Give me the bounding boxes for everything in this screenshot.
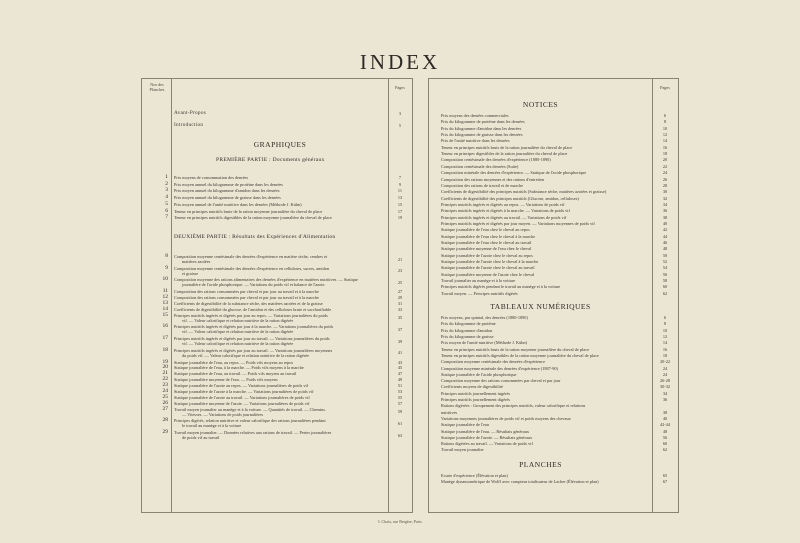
table-title: Statique journalière de l'acide phosphorique [441, 371, 517, 377]
plate-title: Prix moyen annuel du kilogramme d'amidon dans les denrées [174, 188, 280, 194]
notice-title: Composition des rations moyennes et des rations d'entretien [441, 176, 545, 182]
notice-title: Teneur en principes digestibles de la ration journalière du cheval de place [441, 151, 568, 157]
notice-page: 52 [662, 259, 668, 265]
plate-page: 33 [397, 306, 403, 312]
intro-page: 5 [398, 123, 402, 128]
plate-title: Prix moyen annuel du kilogramme de graisse dans les denrées [174, 195, 281, 201]
plate-number: 1 [165, 174, 168, 180]
table-title: Teneur en principes nutritifs bruts de la ration moyenne journalière du cheval de place [441, 346, 590, 352]
plate-page: 15 [397, 201, 403, 207]
plate-title: Ecurie d'expérience (Élévation et plan) [441, 472, 508, 478]
notice-page: 44 [662, 233, 668, 239]
table-title: Teneur en principes nutritifs digestibles de la ration moyenne journalière du cheval de place [441, 352, 599, 358]
plate-title-continued: vif. — Valeur calorifique et relation nutritive de la ration digérée [182, 317, 294, 323]
page-title: INDEX [359, 50, 441, 74]
plate-title: Teneur en principes nutritifs digestibles de la ration moyenne journalière du cheval de place [174, 215, 332, 221]
plate-title-continued: journalière de l'acide phosphorique. — Variations du poids vif et balance de l'azote. [182, 282, 326, 288]
plate-title: Principes nutritifs ingérés et digérés par jour au travail. — Variations journalières du poids [174, 336, 330, 342]
plate-number: 22 [162, 376, 168, 383]
plate-page: 67 [662, 479, 668, 485]
plate-title: Travail moyen journalier au manège et à la voiture. — Quantités de travail. — Chemins. [174, 406, 326, 412]
table-title: Prix du kilogramme de graisse [441, 334, 494, 340]
table-page: 12 [662, 334, 668, 340]
plate-number: 14 [162, 305, 168, 312]
notice-title: Composition centésimale des denrées (Suite) [441, 163, 519, 169]
notice-page: 8 [663, 119, 667, 125]
plate-number: 7 [165, 214, 168, 221]
part1-heading: PREMIÈRE PARTIE : Documents généraux [216, 157, 325, 163]
notice-page: 40 [662, 220, 668, 226]
notice-page: 46 [662, 240, 668, 245]
notice-title: Principes nutritifs ingérés et digérés par jour moyen. — Variations moyennes de poids vif [441, 220, 595, 226]
notice-title: Statique journalière de l'eau chez le cheval à la marche [441, 233, 536, 239]
plate-number: 16 [162, 323, 168, 330]
plate-number: 20 [162, 364, 168, 371]
notice-title: Principes nutritifs ingérés et digérés au travail. — Variations de poids vif [441, 214, 567, 220]
notice-title: Prix du kilogramme d'amidon dans les denrées [441, 125, 522, 131]
plate-title: Principes nutritifs ingérés et digérés par jour au repos. — Variations journalières du poids [174, 312, 328, 318]
table-title: Prix moyens, par quintal, des denrées (1880-1890) [441, 315, 528, 321]
notice-title: Statique journalière moyenne de l'azote chez le cheval [441, 271, 535, 277]
table-page: 10 [662, 327, 668, 333]
plate-title: Coefficients de digestibilité de la substance sèche, des matières azotées et de la graisse [174, 300, 323, 306]
notice-page: 34 [662, 201, 668, 207]
plate-title: Statique journalière de l'eau, à la marche. — Poids vifs moyens à la marche [174, 365, 304, 371]
notice-title: Travail moyen. — Principes nutritifs digérés [441, 290, 518, 296]
table-page: 56 [662, 434, 668, 440]
notice-title: Statique journalière de l'azote chez le cheval au repos [441, 252, 533, 258]
plate-page: 63 [397, 432, 403, 438]
plate-title-continued: du poids vif. — Valeur calorifique et relation nutritive de la ration digérée [182, 352, 309, 358]
notice-title: Principes nutritifs digérés pendant le travail au manège et à la voiture [441, 284, 561, 290]
table-page: 24 [662, 365, 668, 371]
plate-number: 26 [162, 399, 168, 406]
notice-page: 16 [662, 144, 668, 150]
table-title: Prix moyen de l'unité nutritive (Méthode J. Kühn) [441, 340, 527, 346]
table-title: Statique journalière de l'azote. — Résultats généraux [441, 434, 533, 440]
plate-page: 11 [397, 188, 403, 194]
left-column-table [141, 78, 413, 513]
pages-column-header: Pages [395, 85, 405, 90]
plate-number: 9 [165, 264, 168, 271]
table-page: 36 [662, 397, 668, 403]
table-title: Principes nutritifs journellement ingérés [441, 390, 511, 396]
table-page: 20-22 [659, 359, 671, 365]
plate-title: Prix moyens de consommation des denrées [174, 175, 249, 180]
notice-title: Coefficients de digestibilité des principes nutritifs (Substance sèche, matières azotées et graisse) [441, 189, 607, 195]
table-title: Rations digérées : Groupement des principes nutritifs, valeur calorifique et relations [441, 403, 586, 409]
plate-page: 9 [398, 181, 402, 187]
plate-page: 57 [397, 400, 403, 406]
plate-number: 13 [162, 299, 168, 306]
notice-page: 28 [662, 182, 668, 188]
plate-page: 7 [398, 175, 402, 180]
plate-page: 23 [397, 268, 403, 274]
table-page: 62 [662, 447, 668, 453]
plate-number: 24 [162, 388, 168, 394]
plate-title: Statique journalière de l'eau, au travail. — Poids vifs moyens au travail [174, 371, 297, 377]
plate-number: 5 [165, 200, 168, 207]
plate-title: Statique journalière de l'azote au repos. — Variations journalières de poids vif [174, 383, 309, 389]
plates-column-header: Nos des Planches [149, 82, 165, 92]
plate-title-continued: vif. — Valeur calorifique et relation nutritive de la ration digérée [182, 329, 294, 335]
plate-title-continued: le travail au manège et à la voiture [182, 423, 242, 429]
plate-page: 37 [397, 326, 403, 332]
plate-title: Statique journalière moyenne de l'eau. — Poids vifs moyens [174, 377, 278, 383]
notice-page: 26 [662, 176, 668, 182]
notice-page: 58 [662, 278, 668, 284]
plate-title: Coefficients de digestibilité du glucose, de l'amidon et des celluloses brute et saccharifiable [174, 306, 332, 312]
plate-title-continued: de poids vif au travail [182, 435, 220, 441]
plate-page: 29 [397, 295, 403, 300]
table-title: Travail moyen journalier [441, 447, 484, 453]
plate-title: Statique journalière de l'azote au travail. — Variations journalières de poids vif [174, 394, 310, 400]
notice-page: 36 [662, 208, 668, 214]
plate-title: Travail moyen journalier. — Données relatives aux rations de travail. — Pertes journalières [174, 430, 332, 436]
plate-title: Manège dynamométrique de Wolff avec compteur totalisateur de Lacher (Élévation et plan) [441, 479, 599, 485]
plate-title: Principes nutritifs ingérés et digérés par jour au travail. — Variations journalières moyennes [174, 347, 333, 353]
table-page: 14 [662, 340, 668, 346]
notice-page: 54 [662, 265, 668, 271]
plate-number: 3 [165, 187, 168, 194]
table-page: 8 [663, 321, 667, 327]
table-title: nutritives [441, 409, 458, 415]
notice-page: 30 [662, 189, 668, 195]
notice-page: 20 [662, 157, 668, 163]
tableaux-heading: TABLEAUX NUMÉRIQUES [490, 302, 591, 312]
plate-number: 21 [162, 370, 168, 377]
plate-number: 2 [165, 180, 168, 187]
plate-number: 23 [162, 382, 168, 389]
notice-title: Teneur en principes nutritifs bruts de la ration journalière du cheval de place [441, 144, 573, 150]
plate-number: 29 [162, 429, 168, 436]
notice-title: Prix du kilogramme de protéine dans les denrées [441, 119, 525, 125]
plate-number: 19 [162, 358, 168, 365]
notice-title: Composition centésimale des denrées d'expérience (1880-1890) [441, 157, 551, 163]
table-title: Composition moyenne centésimale des denrées d'expérience [441, 359, 545, 365]
plate-number: 28 [162, 417, 168, 424]
plate-title: Composition moyenne des rations alimentaires des denrées d'expérience en matières nutritives. — Statique [174, 277, 358, 283]
notice-title: Principes nutritifs ingérés et digérés au repos. — Variations de poids vif [441, 201, 565, 207]
notice-title: Composition des rations de travail et de marche [441, 182, 523, 188]
table-title: Composition moyenne minérale des denrées d'expérience (1887-90) [441, 365, 558, 371]
notice-page: 14 [662, 138, 668, 144]
plate-page: 13 [397, 195, 403, 201]
plate-number: 25 [162, 393, 168, 400]
notice-page: 56 [662, 271, 668, 277]
plate-title: Composition des rations consommées par cheval et par jour au travail et à la marche [174, 295, 319, 300]
plate-title-continued: — Vitesses. — Variations de poids journalières [182, 411, 264, 417]
notice-title: Prix du kilogramme de graisse dans les denrées [441, 132, 523, 138]
graphiques-heading: GRAPHIQUES [253, 140, 307, 149]
notice-title: Statique journalière de l'azote chez le cheval à la marche [441, 259, 539, 265]
table-page: 60 [662, 441, 668, 447]
plate-title: Teneur en principes nutritifs brute de la ration moyenne journalière du cheval de place [174, 208, 323, 214]
plate-number: 8 [165, 253, 168, 259]
notice-page: 24 [662, 170, 668, 176]
table-title: Prix du kilogramme de protéine [441, 321, 496, 327]
table-title: Prix du kilogramme d'amidon [441, 327, 493, 333]
plate-page: 31 [397, 300, 403, 306]
plate-page: 43 [397, 359, 403, 365]
plate-title-continued: vif. — Valeur calorifique et relation nutritive de la ration digérée [182, 341, 294, 347]
plate-title: Composition moyenne centésimale des denrées d'expérience en matière sèche, cendres et [174, 254, 328, 259]
intro-label: Avant-Propos [174, 110, 207, 116]
notice-page: 22 [662, 163, 668, 169]
part2-heading: DEUXIÈME PARTIE : Résultats des Expériences d'Alimentation [174, 234, 336, 240]
notice-page: 42 [662, 227, 668, 233]
plate-title-continued: et graisse [182, 270, 199, 276]
table-page: 42-44 [659, 422, 671, 428]
notice-page: 32 [662, 195, 668, 201]
plate-page: 55 [397, 394, 403, 400]
notice-title: Composition minérale des denrées d'expérience. — Statique de l'acide phosphorique [441, 170, 587, 176]
planches-heading: PLANCHES [519, 459, 562, 469]
plate-number: 15 [162, 311, 168, 318]
plate-number: 6 [165, 207, 168, 214]
plate-number: 27 [162, 405, 168, 412]
plate-page: 61 [397, 420, 403, 426]
table-page: 34 [662, 390, 668, 396]
table-title: Statique journalière de l'eau. — Résultats généraux [441, 428, 529, 434]
table-page: 26-28 [659, 378, 671, 384]
notice-page: 18 [662, 151, 668, 157]
plate-number: 17 [162, 335, 168, 342]
notice-page: 6 [663, 113, 667, 118]
plate-page: 51 [397, 383, 403, 389]
plate-title: Statique journalière de l'azote à la marche. — Variations journalières de poids vif [174, 389, 314, 394]
table-page: 40 [662, 415, 668, 421]
pages-column-header: Pages [660, 85, 670, 90]
plate-number: 4 [165, 194, 168, 201]
plate-title: Composition moyenne centésimale des denrées d'expérience en celluloses, sucres, amidon [174, 265, 330, 271]
plate-title: Prix moyen annuel du kilogramme de protéine dans les denrées [174, 181, 283, 187]
notice-page: 38 [662, 214, 668, 220]
table-page: 48 [662, 428, 668, 434]
plate-page: 45 [397, 365, 403, 371]
plate-title: Statique journalière moyenne de l'azote. — Variations journalières de poids vif [174, 400, 310, 406]
plate-title-continued: matières azotées [182, 259, 211, 264]
plate-page: 19 [397, 215, 403, 221]
table-page: 18 [662, 352, 668, 358]
plate-number: 12 [162, 294, 168, 300]
printer-footer: I. Chaix, rue Bergère, Paris [378, 519, 422, 524]
table-title: Composition moyenne des rations consommées par cheval et par jour [441, 378, 561, 384]
table-page: 38 [662, 409, 668, 415]
plate-page: 47 [397, 371, 403, 377]
notice-title: Statique journalière moyenne de l'eau chez le cheval [441, 246, 532, 252]
plate-number: 18 [162, 346, 168, 353]
notice-page: 60 [662, 284, 668, 290]
notice-page: 48 [662, 246, 668, 252]
notice-title: Prix de l'unité nutritive dans les denrées [441, 138, 510, 144]
notices-heading: NOTICES [522, 100, 559, 109]
notice-page: 50 [662, 252, 668, 258]
table-title: Principes nutritifs journellement digérés [441, 397, 511, 403]
table-title: Statique journalière de l'eau [441, 422, 489, 428]
plate-page: 65 [662, 472, 668, 478]
table-title: Variations moyennes journalières de poids vif et poids moyens des chevaux [441, 415, 571, 421]
plate-title: Principes nutritifs ingérés et digérés par jour à la marche. — Variations journalières du poids [174, 324, 334, 330]
plate-title: Prix moyen annuel de l'unité nutritive dans les denrées (Méthode J. Kühn) [174, 201, 302, 207]
plate-title: Composition des rations consommées par cheval et par jour au travail et à la marche [174, 289, 319, 295]
plate-page: 53 [397, 389, 403, 394]
notice-title: Statique journalière de l'azote chez le cheval au travail [441, 265, 535, 271]
notice-page: 10 [662, 125, 668, 131]
notice-page: 12 [662, 132, 668, 138]
table-page: 16 [662, 346, 668, 352]
plate-page: 27 [397, 289, 403, 295]
notice-title: Coefficients de digestibilité des principes nutritifs (Glucose, amidon, celluloses) [441, 195, 579, 201]
plate-page: 35 [397, 315, 403, 321]
right-column-table [428, 78, 679, 513]
plate-number: 11 [162, 288, 168, 295]
table-page: 6 [663, 315, 667, 321]
plate-page: 25 [397, 279, 403, 285]
table-title: Rations digérées au travail. — Variations de poids vif [441, 441, 533, 447]
notice-title: Travail journalier au manège et à la voiture [441, 278, 516, 284]
notice-page: 62 [662, 290, 668, 296]
table-title: Coefficients moyens de digestibilité [441, 384, 503, 390]
plate-page: 21 [397, 256, 403, 262]
plate-page: 59 [397, 409, 403, 415]
plate-title: Statique journalière de l'eau, au repos. — Poids vifs moyens au repos [174, 359, 294, 365]
plate-page: 17 [397, 208, 403, 214]
notice-title: Statique journalière de l'eau chez le cheval au repos [441, 227, 530, 233]
plate-page: 41 [397, 350, 403, 356]
notice-title: Statique journalière de l'eau chez le cheval au travail [441, 240, 532, 245]
table-page: 30-32 [659, 384, 671, 390]
table-page: 24 [662, 371, 668, 377]
plate-page: 39 [397, 338, 403, 344]
plate-number: 10 [162, 276, 168, 283]
notice-title: Prix moyens des denrées commerciales [441, 113, 509, 118]
intro-label: Introduction [174, 122, 204, 128]
notice-title: Principes nutritifs ingérés et digérés à la marche. — Variations de poids vif [441, 208, 570, 214]
plate-page: 49 [397, 377, 403, 383]
intro-page: 3 [398, 111, 402, 116]
plate-title: Principes digérés, relation nutritive et valeur calorifique des rations journalières pendant [174, 418, 326, 424]
